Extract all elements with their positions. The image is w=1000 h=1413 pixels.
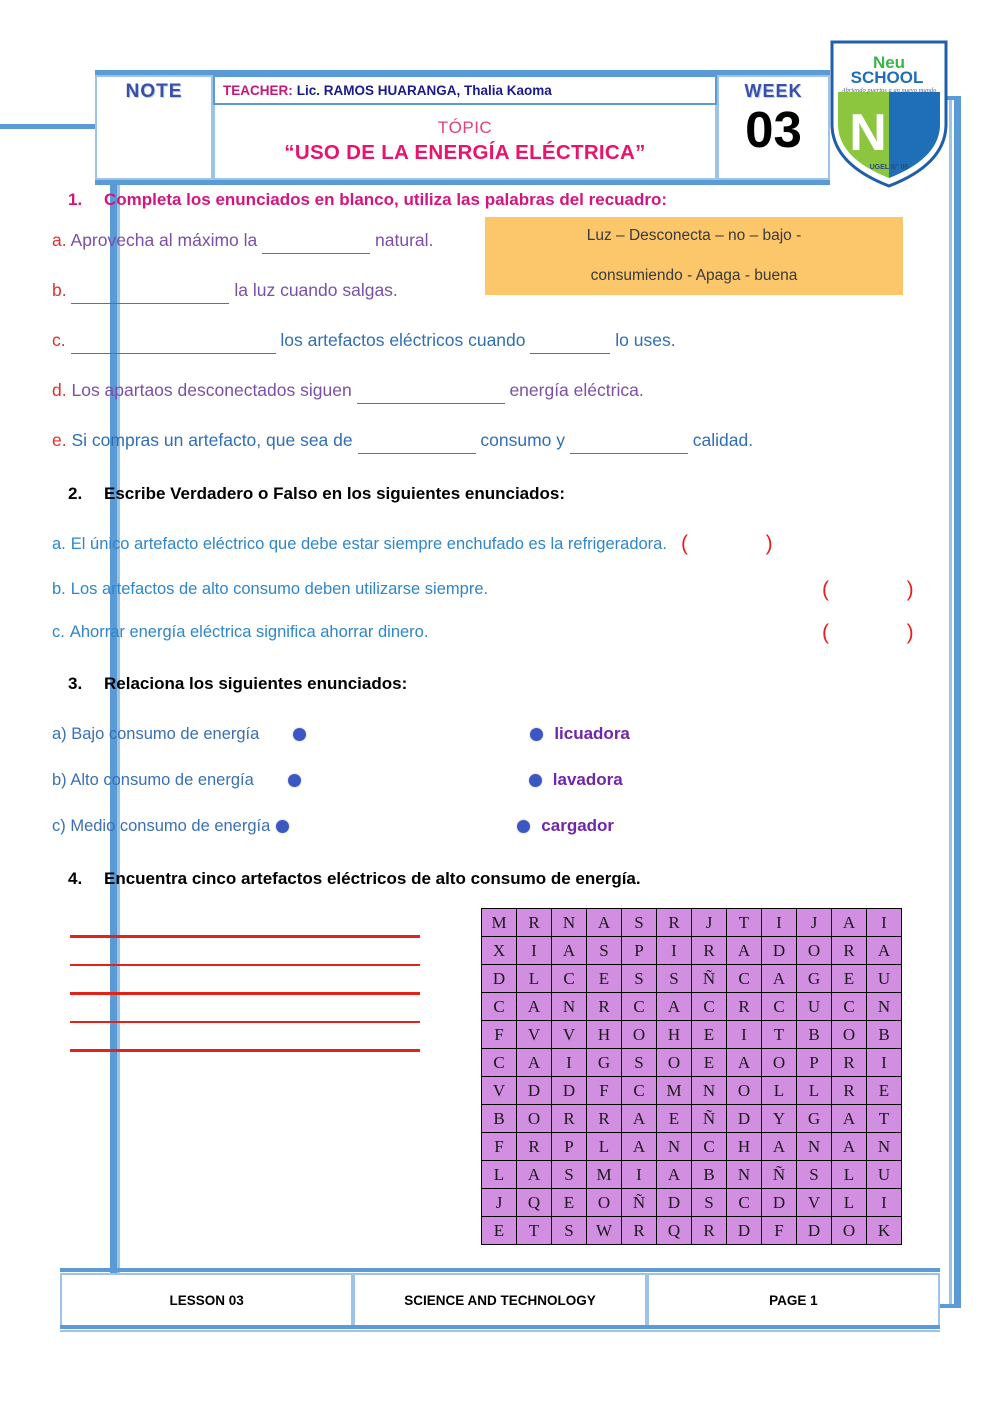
- word-search-cell[interactable]: T: [727, 909, 762, 937]
- word-search-cell[interactable]: S: [587, 937, 622, 965]
- exercise-1-title: Completa los enunciados en blanco, utiliza las palabras del recuadro:: [104, 190, 668, 209]
- word-search-cell[interactable]: R: [657, 909, 692, 937]
- word-search-cell[interactable]: C: [727, 965, 762, 993]
- word-search-row: [482, 965, 902, 993]
- topic-title: “USO DE LA ENERGÍA ELÉCTRICA”: [284, 141, 646, 164]
- word-search-cell[interactable]: R: [727, 993, 762, 1021]
- item-text-after: natural.: [375, 230, 434, 250]
- word-search-cell[interactable]: J: [482, 1189, 517, 1217]
- match-right-dot[interactable]: [517, 820, 530, 833]
- word-search-row: [482, 1049, 902, 1077]
- word-search-cell[interactable]: U: [867, 965, 902, 993]
- word-search-cell[interactable]: E: [657, 1105, 692, 1133]
- blank-input[interactable]: [262, 232, 370, 254]
- word-search-cell[interactable]: R: [587, 993, 622, 1021]
- word-search-cell[interactable]: O: [797, 937, 832, 965]
- word-search-cell[interactable]: D: [762, 1189, 797, 1217]
- word-search-cell[interactable]: C: [482, 1049, 517, 1077]
- item-label: b.: [52, 280, 67, 300]
- word-search-cell[interactable]: K: [867, 1217, 902, 1245]
- word-search-cell[interactable]: X: [482, 937, 517, 965]
- item-label: d.: [52, 380, 67, 400]
- word-search-cell[interactable]: D: [552, 1077, 587, 1105]
- word-search-cell[interactable]: A: [622, 1105, 657, 1133]
- word-search-cell[interactable]: N: [867, 993, 902, 1021]
- word-bank-row-1: Luz – Desconecta – no – bajo -: [586, 227, 802, 244]
- word-search-cell[interactable]: D: [762, 937, 797, 965]
- item-text-after: energía eléctrica.: [509, 380, 644, 400]
- word-search-cell[interactable]: C: [692, 993, 727, 1021]
- word-search-cell[interactable]: C: [832, 993, 867, 1021]
- week-cell: [717, 75, 830, 180]
- word-search-cell[interactable]: J: [692, 909, 727, 937]
- item-text-after-2: calidad.: [692, 430, 754, 450]
- item-label: c.: [52, 623, 65, 641]
- word-search-cell[interactable]: L: [832, 1161, 867, 1189]
- word-search-cell[interactable]: R: [692, 937, 727, 965]
- footer-rule-bottom: [60, 1325, 940, 1329]
- word-search-cell[interactable]: S: [797, 1161, 832, 1189]
- school-logo: [824, 32, 954, 192]
- match-left-dot[interactable]: [288, 774, 301, 787]
- word-search-cell[interactable]: V: [517, 1021, 552, 1049]
- word-search-cell[interactable]: F: [587, 1077, 622, 1105]
- word-search-cell[interactable]: A: [867, 937, 902, 965]
- word-search-cell[interactable]: W: [587, 1217, 622, 1245]
- blank-input-2[interactable]: [570, 432, 688, 454]
- footer-subject: SCIENCE AND TECHNOLOGY: [353, 1275, 646, 1325]
- match-left-dot[interactable]: [293, 728, 306, 741]
- blank-input[interactable]: [71, 282, 229, 304]
- svg-text:Neu: Neu: [872, 53, 906, 72]
- word-search-cell[interactable]: O: [727, 1077, 762, 1105]
- header-rule-bottom: [95, 180, 830, 185]
- item-text-before: Los apartaos desconectados siguen: [71, 380, 352, 400]
- word-search-cell[interactable]: V: [482, 1077, 517, 1105]
- word-search-cell[interactable]: C: [622, 1077, 657, 1105]
- word-search-cell[interactable]: V: [797, 1189, 832, 1217]
- word-search-cell[interactable]: P: [552, 1133, 587, 1161]
- exercise-2-title: Escribe Verdadero o Falso en los siguientes enunciados:: [104, 484, 566, 503]
- word-search-cell[interactable]: G: [797, 965, 832, 993]
- note-label: NOTE: [125, 81, 183, 102]
- word-search-cell[interactable]: B: [867, 1021, 902, 1049]
- exercise-3-pair-b: [52, 770, 952, 790]
- word-search-cell[interactable]: E: [692, 1021, 727, 1049]
- note-cell: [95, 75, 213, 180]
- word-search-cell[interactable]: E: [552, 1189, 587, 1217]
- word-search-row: [482, 1161, 902, 1189]
- word-search-cell[interactable]: C: [727, 1189, 762, 1217]
- answer-line[interactable]: [70, 935, 420, 938]
- word-search-cell[interactable]: F: [482, 1021, 517, 1049]
- word-search-cell[interactable]: A: [762, 965, 797, 993]
- item-label: a.: [52, 230, 67, 250]
- item-text-before: Aprovecha al máximo la: [70, 230, 258, 250]
- match-right-label[interactable]: lavadora: [552, 770, 623, 789]
- word-search-cell[interactable]: R: [587, 1105, 622, 1133]
- word-search-cell[interactable]: S: [552, 1217, 587, 1245]
- item-text: Los artefactos de alto consumo deben utilizarse siempre.: [70, 580, 489, 598]
- word-search-cell[interactable]: R: [692, 1217, 727, 1245]
- svg-text:N: N: [849, 104, 887, 162]
- teacher-label: TEACHER:: [223, 82, 293, 98]
- item-text-before: Si compras un artefacto, que sea de: [71, 430, 353, 450]
- svg-text:UGEL N° 05: UGEL N° 05: [869, 164, 909, 171]
- item-text-after: consumo y: [480, 430, 565, 450]
- word-search-cell[interactable]: O: [832, 1021, 867, 1049]
- match-left-label: a) Bajo consumo de energía: [52, 724, 260, 743]
- answer-parentheses[interactable]: ( ): [822, 577, 936, 601]
- word-search-cell[interactable]: R: [622, 1217, 657, 1245]
- word-search-cell[interactable]: L: [832, 1189, 867, 1217]
- match-right-label[interactable]: licuadora: [554, 724, 630, 743]
- footer-lesson: LESSON 03: [60, 1275, 353, 1325]
- word-search-row: [482, 1105, 902, 1133]
- word-bank-box: [485, 217, 903, 295]
- word-search-cell[interactable]: A: [657, 993, 692, 1021]
- word-search-cell[interactable]: O: [762, 1049, 797, 1077]
- word-search-cell[interactable]: F: [482, 1133, 517, 1161]
- word-search-cell[interactable]: L: [482, 1161, 517, 1189]
- word-search-cell[interactable]: V: [552, 1021, 587, 1049]
- word-search-cell[interactable]: S: [552, 1161, 587, 1189]
- word-search-cell[interactable]: H: [727, 1133, 762, 1161]
- word-search-cell[interactable]: D: [797, 1217, 832, 1245]
- word-search-cell[interactable]: A: [727, 937, 762, 965]
- word-search-cell[interactable]: S: [622, 909, 657, 937]
- word-bank-row-2: consumiendo - Apaga - buena: [590, 267, 798, 284]
- footer-rule-top: [60, 1268, 940, 1272]
- word-search-cell[interactable]: R: [832, 937, 867, 965]
- word-search-cell[interactable]: D: [727, 1217, 762, 1245]
- item-label: c.: [52, 330, 66, 350]
- word-search-cell[interactable]: A: [832, 1133, 867, 1161]
- word-search-cell[interactable]: P: [797, 1049, 832, 1077]
- blank-input[interactable]: [357, 382, 505, 404]
- word-search-cell[interactable]: U: [797, 993, 832, 1021]
- word-search-cell[interactable]: M: [482, 909, 517, 937]
- word-search-row: [482, 1077, 902, 1105]
- item-text-after: los artefactos eléctricos cuando: [280, 330, 526, 350]
- footer-rule-bottom-thin: [60, 1330, 940, 1332]
- word-search-cell[interactable]: I: [867, 1049, 902, 1077]
- word-search-cell[interactable]: P: [622, 937, 657, 965]
- word-search-cell[interactable]: Ñ: [762, 1161, 797, 1189]
- word-search-cell[interactable]: N: [692, 1077, 727, 1105]
- match-left-dot[interactable]: [276, 820, 289, 833]
- word-search-cell[interactable]: I: [517, 937, 552, 965]
- word-search-cell[interactable]: N: [797, 1133, 832, 1161]
- word-search-cell[interactable]: I: [552, 1049, 587, 1077]
- item-label: a.: [52, 534, 66, 553]
- answer-line[interactable]: [70, 1049, 420, 1052]
- exercise-2-item-c: [52, 620, 952, 644]
- word-search-grid: [481, 908, 902, 1245]
- word-search-cell[interactable]: E: [587, 965, 622, 993]
- word-search-cell[interactable]: O: [622, 1021, 657, 1049]
- item-text-after: la luz cuando salgas.: [234, 280, 398, 300]
- word-search-cell[interactable]: Q: [517, 1189, 552, 1217]
- word-search-cell[interactable]: D: [517, 1077, 552, 1105]
- word-search-cell[interactable]: C: [692, 1133, 727, 1161]
- word-search-cell[interactable]: A: [832, 1105, 867, 1133]
- blank-input-2[interactable]: [530, 332, 610, 354]
- teacher-cell: [213, 75, 717, 105]
- exercise-4-answer-lines: [70, 935, 420, 1078]
- svg-text:SCHOOL: SCHOOL: [850, 68, 924, 87]
- word-search-cell[interactable]: B: [692, 1161, 727, 1189]
- exercise-3-heading: [52, 674, 952, 694]
- exercise-3-title: Relaciona los siguientes enunciados:: [104, 674, 408, 693]
- exercise-1-item-d: [52, 380, 952, 404]
- word-search-cell[interactable]: T: [517, 1217, 552, 1245]
- word-search-cell[interactable]: C: [762, 993, 797, 1021]
- word-search-cell[interactable]: Ñ: [692, 965, 727, 993]
- word-search-cell[interactable]: N: [657, 1133, 692, 1161]
- word-search-cell[interactable]: U: [867, 1161, 902, 1189]
- word-search-cell[interactable]: F: [762, 1217, 797, 1245]
- exercise-4-heading: [52, 869, 952, 889]
- word-search-cell[interactable]: R: [832, 1049, 867, 1077]
- word-search-cell[interactable]: O: [587, 1189, 622, 1217]
- word-search-cell[interactable]: D: [727, 1105, 762, 1133]
- header-middle-column: [213, 75, 717, 180]
- item-label: b.: [52, 580, 66, 598]
- word-search-cell[interactable]: Ñ: [692, 1105, 727, 1133]
- word-search-cell[interactable]: G: [797, 1105, 832, 1133]
- exercise-1-number: 1.: [68, 190, 83, 209]
- word-search-cell[interactable]: I: [727, 1021, 762, 1049]
- exercise-2-item-a: [52, 532, 952, 556]
- word-search-cell[interactable]: C: [622, 993, 657, 1021]
- week-number: 03: [745, 101, 802, 158]
- word-search-cell[interactable]: A: [762, 1133, 797, 1161]
- word-search-cell[interactable]: O: [832, 1217, 867, 1245]
- answer-line[interactable]: [70, 992, 420, 995]
- match-left-label: b) Alto consumo de energía: [52, 770, 254, 789]
- word-search-table: [481, 908, 902, 1245]
- word-search-cell[interactable]: S: [657, 965, 692, 993]
- word-search-cell[interactable]: O: [657, 1049, 692, 1077]
- word-search-row: [482, 993, 902, 1021]
- match-right-label[interactable]: cargador: [541, 816, 615, 835]
- blank-input[interactable]: [358, 432, 476, 454]
- word-search-row: [482, 1189, 902, 1217]
- word-search-cell[interactable]: I: [622, 1161, 657, 1189]
- word-search-cell[interactable]: I: [867, 1189, 902, 1217]
- word-search-cell[interactable]: A: [622, 1133, 657, 1161]
- exercise-2-item-b: [52, 577, 952, 601]
- word-search-row: [482, 937, 902, 965]
- topic-cell: [213, 105, 717, 180]
- exercise-4-number: 4.: [68, 869, 83, 888]
- exercise-1-item-e: [52, 430, 952, 454]
- exercise-2-heading: [52, 484, 952, 504]
- exercise-1-heading: [52, 190, 952, 210]
- word-search-cell[interactable]: C: [552, 965, 587, 993]
- word-search-cell[interactable]: S: [622, 965, 657, 993]
- exercise-2-number: 2.: [68, 484, 83, 503]
- word-search-cell[interactable]: H: [657, 1021, 692, 1049]
- item-text: Ahorrar energía eléctrica significa ahorrar dinero.: [69, 623, 429, 641]
- word-search-cell[interactable]: T: [867, 1105, 902, 1133]
- word-search-cell[interactable]: E: [692, 1049, 727, 1077]
- match-right-dot[interactable]: [530, 728, 543, 741]
- word-search-cell[interactable]: N: [552, 909, 587, 937]
- blank-input[interactable]: [71, 332, 276, 354]
- word-search-cell[interactable]: N: [727, 1161, 762, 1189]
- word-search-cell[interactable]: C: [482, 993, 517, 1021]
- word-search-cell[interactable]: R: [832, 1077, 867, 1105]
- word-search-cell[interactable]: L: [587, 1133, 622, 1161]
- word-search-cell[interactable]: A: [657, 1161, 692, 1189]
- word-search-cell[interactable]: A: [517, 1161, 552, 1189]
- word-search-cell[interactable]: G: [587, 1049, 622, 1077]
- answer-line[interactable]: [70, 964, 420, 967]
- word-search-cell[interactable]: D: [657, 1189, 692, 1217]
- word-search-cell[interactable]: J: [797, 909, 832, 937]
- word-search-cell[interactable]: A: [832, 909, 867, 937]
- word-search-cell[interactable]: R: [517, 909, 552, 937]
- item-text-after-2: lo uses.: [615, 330, 676, 350]
- exercise-3-number: 3.: [68, 674, 83, 693]
- word-search-cell[interactable]: A: [727, 1049, 762, 1077]
- word-search-cell[interactable]: E: [832, 965, 867, 993]
- exercise-1-item-c: [52, 330, 952, 354]
- word-search-cell[interactable]: A: [552, 937, 587, 965]
- word-search-cell[interactable]: M: [587, 1161, 622, 1189]
- word-search-cell[interactable]: D: [482, 965, 517, 993]
- word-search-cell[interactable]: Q: [657, 1217, 692, 1245]
- word-search-cell[interactable]: S: [692, 1189, 727, 1217]
- teacher-name: Lic. RAMOS HUARANGA, Thalia Kaoma: [296, 82, 552, 98]
- word-search-row: [482, 1021, 902, 1049]
- word-search-cell[interactable]: I: [657, 937, 692, 965]
- word-search-cell[interactable]: T: [762, 1021, 797, 1049]
- answer-parentheses[interactable]: ( ): [680, 532, 795, 555]
- match-right-dot[interactable]: [529, 774, 542, 787]
- word-search-cell[interactable]: N: [867, 1133, 902, 1161]
- word-search-cell[interactable]: R: [517, 1133, 552, 1161]
- word-search-cell[interactable]: A: [587, 909, 622, 937]
- word-search-row: [482, 1217, 902, 1245]
- word-search-cell[interactable]: L: [797, 1077, 832, 1105]
- word-search-cell[interactable]: A: [517, 1049, 552, 1077]
- word-search-cell[interactable]: Y: [762, 1105, 797, 1133]
- footer-table: [60, 1275, 940, 1325]
- word-search-cell[interactable]: H: [587, 1021, 622, 1049]
- answer-line[interactable]: [70, 1021, 420, 1024]
- word-search-cell[interactable]: L: [762, 1077, 797, 1105]
- svg-text:Abriendo puertas a un nuevo mu: Abriendo puertas a un nuevo mundo: [841, 87, 937, 94]
- word-search-cell[interactable]: M: [657, 1077, 692, 1105]
- word-search-body: [482, 909, 902, 1245]
- word-search-cell[interactable]: B: [482, 1105, 517, 1133]
- svg-text:S: S: [892, 104, 928, 162]
- word-search-cell[interactable]: O: [517, 1105, 552, 1133]
- word-search-cell[interactable]: Ñ: [622, 1189, 657, 1217]
- header-table: [95, 75, 830, 180]
- school-logo-shield-icon: [824, 32, 954, 192]
- answer-parentheses[interactable]: ( ): [822, 620, 936, 644]
- match-left-label: c) Medio consumo de energía: [52, 816, 271, 835]
- worksheet-header: [95, 70, 830, 185]
- word-search-cell[interactable]: I: [762, 909, 797, 937]
- word-search-cell[interactable]: R: [552, 1105, 587, 1133]
- frame-decoration-right: [954, 96, 961, 1308]
- topic-label: TÓPIC: [437, 118, 493, 137]
- word-search-row: [482, 909, 902, 937]
- word-search-row: [482, 1133, 902, 1161]
- word-search-cell[interactable]: L: [517, 965, 552, 993]
- item-label: e.: [52, 430, 67, 450]
- word-search-cell[interactable]: A: [517, 993, 552, 1021]
- footer-page: PAGE 1: [647, 1275, 940, 1325]
- week-label: WEEK: [744, 81, 803, 101]
- word-search-cell[interactable]: S: [622, 1049, 657, 1077]
- exercise-3-pair-a: [52, 724, 952, 744]
- word-search-cell[interactable]: E: [482, 1217, 517, 1245]
- exercise-3-pair-c: [52, 816, 952, 836]
- word-search-cell[interactable]: N: [552, 993, 587, 1021]
- word-search-cell[interactable]: I: [867, 909, 902, 937]
- item-text: El único artefacto eléctrico que debe estar siempre enchufado es la refrigeradora.: [70, 534, 667, 553]
- worksheet-footer: [60, 1268, 940, 1332]
- word-search-cell[interactable]: E: [867, 1077, 902, 1105]
- exercise-4-title: Encuentra cinco artefactos eléctricos de alto consumo de energía.: [104, 869, 641, 888]
- word-search-cell[interactable]: B: [797, 1021, 832, 1049]
